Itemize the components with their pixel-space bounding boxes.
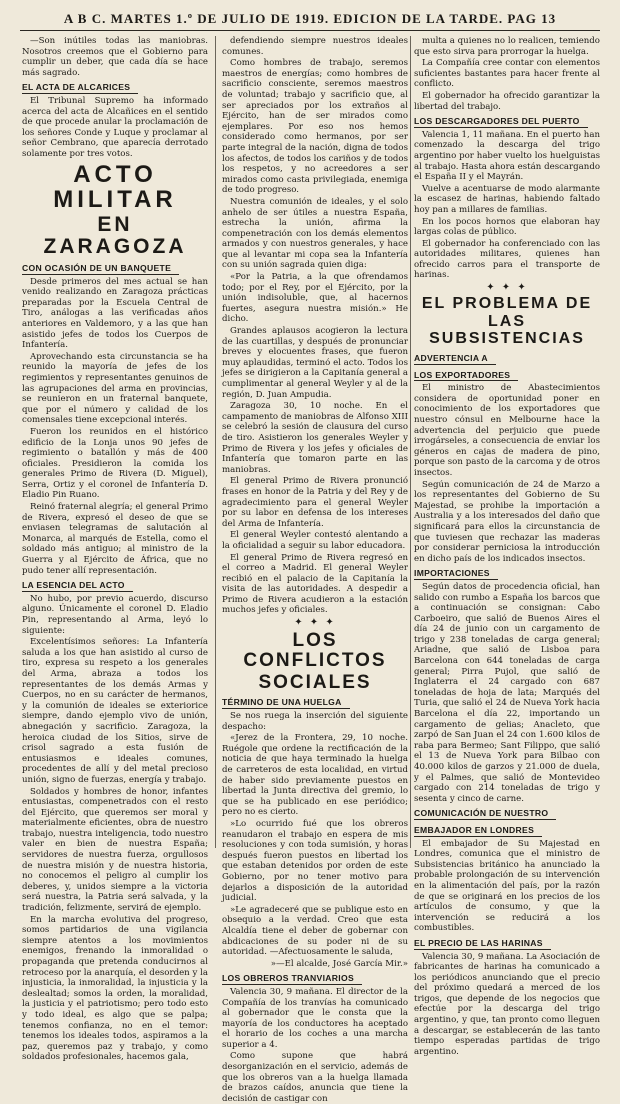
column-divider-1 xyxy=(215,36,216,848)
column-1 xyxy=(22,36,208,1063)
page-header: A B C. MARTES 1.º DE JULIO DE 1919. EDICION DE LA TARDE. PAG 13 xyxy=(20,8,600,31)
article-paragraph: El general Primo de Rivera regresó en el correo a Madrid. El general Weyler recibió en el palacio de la Capitanía la visita de las autoridades. A despedir a Primo de Rivera acudieron a la estación muchos jefes y oficiales. xyxy=(222,552,408,616)
ornament-divider-icon: ✦ ✦ ✦ xyxy=(486,282,528,294)
article-paragraph: defendiendo siempre nuestros ideales comunes. xyxy=(222,36,408,57)
article-paragraph: El embajador de Su Majestad en Londres, comunica que el ministro de Subsistencias británico ha anunciado la probable prolongación de su intervención en la alimentación del país, por la razón de que se originará en los precios de los artículos de consumo, y que la intervención se reducirá a los combustibles. xyxy=(414,838,600,934)
heading-comunicacion: COMUNICACIÓN DE NUESTRO xyxy=(414,808,556,820)
title-subsistencias: LAS SUBSISTENCIAS xyxy=(429,313,585,348)
article-paragraph: Soldados y hombres de honor, infantes entusiastas, compenetrados con el resto del Ejército, que queremos ser moral y materialmente eficientes, obra de nuestro trabajo, nuestra inteligencia, todo nuestro valer en bien de nuestra España; servidores de nuestra fuerza, orgullosos de nuestra misión y de nuestra historia, no conocemos el peligro al cumplir los deberes, y, unidos siempre a la victoria será nuestra, la Patria será salvada, y la tradición, felizmente, servirá de ejemplo. xyxy=(22,786,208,914)
title-el-problema: EL PROBLEMA DE xyxy=(421,294,593,312)
article-paragraph: Valencia 30, 9 mañana. La Asociación de fabricantes de harinas ha comunicado a los periódicos anunciando que el precio del próximo quedará a merced de los trigos, que depende de los negocios que efectúe por la descarga del trigo argentino, y que, tan pronto como lleguen a descargar, se establecerán de las tanto tiempo esperadas partidas de trigo argentino. xyxy=(414,951,600,1057)
article-paragraph: Valencia 1, 11 mañana. En el puerto han comenzado la descarga del trigo argentino por haber vuelto los huelguistas al trabajo. Hasta ahora están descargando el España II y el Mayrán. xyxy=(414,129,600,183)
heading-importaciones: IMPORTACIONES xyxy=(414,568,498,580)
article-paragraph: Aprovechando esta circunstancia se ha reunido la mayoría de jefes de los regimientos y representantes genuinos de las agrupaciones del arma en provincias, se reunieron en un fraternal banquete, que por el número y calidad de los comensales tiene excepcional interés. xyxy=(22,351,208,426)
column-3 xyxy=(414,36,600,1057)
heading-tranviarios: LOS OBREROS TRANVIARIOS xyxy=(222,973,362,985)
article-paragraph: Vuelve a acentuarse de modo alarmante la escasez de harinas, habiendo faltado hoy pan a millares de familias. xyxy=(414,183,600,215)
article-paragraph: En los pocos hornos que elaboran hay largas colas de público. xyxy=(414,216,600,238)
article-paragraph: El general Weyler contestó alentando a la oficialidad a seguir su labor educadora. xyxy=(222,530,408,551)
heading-termino-huelga: TÉRMINO DE UNA HUELGA xyxy=(222,697,350,709)
article-paragraph: El ministro de Abastecimientos considera de oportunidad poner en conocimiento de los exportadores que nuestro cónsul en Melbourne hace la advertencia del perjuicio que puede irrogárseles, a consecuencia de enviar los géneros en cajas de madera de pino, porque son pasto de la carcoma y de otros insectos. xyxy=(414,383,600,478)
article-paragraph: Valencia 30, 9 mañana. El director de la Compañía de los tranvías ha comunicado al gobernador que le consta que la mayoría de los conductores ha aceptado el horario de los coches a una marcha superior a 4. xyxy=(222,986,408,1050)
article-paragraph: Nuestra comunión de ideales, y el solo anhelo de ser útiles a nuestra España, estrecha la unión, afirma la compenetración con los demás elementos armados y con nuestros generales, y hace que al levantar mi copa sea la Infantería con su unión sagrada quien diga: xyxy=(222,196,408,271)
heading-precio-harinas: EL PRECIO DE LAS HARINAS xyxy=(414,938,551,950)
article-paragraph: En la marcha evolutiva del progreso, somos partidarios de una vigilancia siempre atentos a los movimientos enemigos, frenando la inmoralidad o propaganda que pretenda conducirnos al retroceso por la anarquía, el desorden y la injusticia, la inmoralidad, la injusticia y la deslealtad; somos la orden, la moralidad, la justicia y el patriotismo; pero todo esto y todo ideal, es algo que se palpa; tenemos confianza, no en el temor: tenemos los ideales todos, aspiramos a la paz, queremos paz y trabajo, y como soldados profesionales, hacemos gala, xyxy=(22,914,208,1063)
article-paragraph: Zaragoza 30, 10 noche. En el campamento de maniobras de Alfonso XIII se celebró la sesión de clausura del curso de tiro. Asistieron los generales Weyler y Primo de Rivera y los jefes y oficiales de Infantería que tomaron parte en las maniobras. xyxy=(222,401,408,475)
heading-embajador: EMBAJADOR EN LONDRES xyxy=(414,825,542,837)
article-paragraph: Se nos ruega la inserción del siguiente despacho: xyxy=(222,711,408,732)
ornament-divider-icon: ✦ ✦ ✦ xyxy=(294,617,336,629)
title-acto-militar: ACTO MILITAR xyxy=(53,160,177,213)
article-paragraph: Desde primeros del mes actual se han venido realizando en Zaragoza prácticas preparadas por la Escuela Central de Tiro, análogas a las verificadas años anteriores en Valdemoro, y a las que han asistido jefes de todos los Cuerpos de Infantería. xyxy=(22,276,208,351)
article-paragraph: El gobernador ha ofrecido garantizar la libertad del trabajo. xyxy=(414,90,600,112)
alcarices-paragraph: El Tribunal Supremo ha informado acerca del acta de Alcañices en el sentido de que procede anular la proclamación de los señores Conde y Luque y proclamar al señor Cembrano, que aparecía derrotado solamente por tres votos. xyxy=(22,95,208,159)
article-paragraph: La Compañía cree contar con elementos suficientes bastantes para hacer frente al conflicto. xyxy=(414,58,600,90)
title-en-zaragoza: EN ZARAGOZA xyxy=(43,212,187,258)
heading-advertencia: ADVERTENCIA A xyxy=(414,353,496,365)
article-paragraph: Reinó fraternal alegría; el general Primo de Rivera, expresó el deseo de que se enviasen telegramas de salutación al Monarca, al marqués de Estella, como el soldado más antiguo; al ministro de la Guerra y al Ejército de África, que no pudo tener allí representación. xyxy=(22,502,208,576)
article-paragraph: Según comunicación de 24 de Marzo a los representantes del Gobierno de Su Majestad, se prohibe la importación a Australia y a los interesados del daño que significará para ellos la circunstancia de que tuviesen que rechazar las maderas por considerar perniciosa la introducción en dicho país de los indicados insectos. xyxy=(414,479,600,564)
article-paragraph: El general Primo de Rivera pronunció frases en honor de la Patria y del Rey y de agradecimiento para el general Weyler por su labor en defensa de los intereses del Arma de Infantería. xyxy=(222,476,408,529)
heading-banquete: CON OCASIÓN DE UN BANQUETE xyxy=(22,263,179,275)
title-los-conflictos: LOS CONFLICTOS xyxy=(243,629,387,671)
article-paragraph: Según datos de procedencia oficial, han salido con rumbo a España los barcos que a continuación se consignan: Cabo Carboeiro, que salió de Buenos Aires el día 24 de junio con un cargamento de trigo y 238 toneladas de carga general; Ariadne, que salió de Lisboa para Barcelona con 644 toneladas de carga general; Pirra Pujol, que salió de Inglaterra el 24 cargado con 687 toneladas de hoja de lata; Marqués del Turia, que salió el 24 de Nueva York hacia Barcelona el día 22, importando un cargamento de gelias; Anacleto, que zarpó de San Juan el 24 con 1.600 kilos de raba para Bermeo; Sant Filippo, que salió el 13 de Nueva York para Bilbao con 40.000 kilos de garzos y 21.000 de duela, y el Palmes, que salió de Montevideo cargado con 214 toneladas de trigo y sesenta y cinco de carne. xyxy=(414,581,600,804)
article-paragraph: «Por la Patria, a la que ofrendamos todo; por el Rey, por el Ejército, por la unión indisoluble, que, al hacernos fuertes, asegura nuestra misión.» He dicho. xyxy=(222,272,408,325)
article-paragraph: Como hombres de trabajo, seremos maestros de energías; como hombres de sacrificio consciente, seremos maestros de voluntad; trabajo y sacrificio que, al ser apreciados por los extraños al Ejército, han de ser mirados como ejemplares. Por eso nos hemos considerado como hermanos, por ser parte integral de la nación, digna de todos los afectos, de todos los cariños y de todos los respetos, y no acreedores a ser mirados como casta privilegiada, enemiga de todo progreso. xyxy=(222,58,408,196)
column-2 xyxy=(222,36,408,1104)
column-divider-2 xyxy=(410,36,411,848)
signature-line: »—El alcalde, José García Mir.» xyxy=(270,958,408,969)
article-paragraph: »Le agradeceré que se publique esto en obsequio a la verdad. Creo que esta Alcaldía tiene el deber de gobernar con abdicaciones de su poder ni de su autoridad. —Afectuosamente le saluda, xyxy=(222,904,408,958)
article-paragraph: Fueron los reunidos en el histórico edificio de la Lonja unos 90 jefes de regimiento o batallón y más de 400 oficiales. Presidieron la comida los generales Primo de Rivera (D. Miguel), Serra, Ortiz y el coronel de Infantería D. Eladio Pin Ruano. xyxy=(22,426,208,501)
heading-exportadores: LOS EXPORTADORES xyxy=(414,370,518,382)
article-paragraph: Excelentísimos señores: La Infantería saluda a los que han asistido al curso de tiro, expresa su respeto a los generales del Arma, abraza a todos los representantes de los demás Armas y Cuerpos, no en su carácter de hermanos, y la comunión de ideales se exteriorice siempre, dando ejemplo vivo de unión, abnegación y sacrificio. Zaragoza, la heroica ciudad de los Sitios, sirve de crisol sagrado a esta fusión de entusiasmos e ideales comunes, procedentes de allí y del metal precioso unión, signo de fuerzas, energía y trabajo. xyxy=(22,637,208,785)
heading-esencia: LA ESENCIA DEL ACTO xyxy=(22,580,133,592)
heading-descargadores: LOS DESCARGADORES DEL PUERTO xyxy=(414,116,588,128)
heading-acta-alcarices: EL ACTA DE ALCARICES xyxy=(22,82,138,94)
article-paragraph: Grandes aplausos acogieron la lectura de las cuartillas, y después de pronunciar breves y elocuentes frases, que fueron muy aplaudidas, terminó el acto. Todos los jefes se dirigieron a la Capitanía general a cumplimentar al general Weyler y al de la región, D. Juan Ampudia. xyxy=(222,326,408,400)
article-paragraph: Como supone que habrá desorganización en el servicio, además de que los obreros van a la huelga llamada de brazos caídos, anuncia que tiene la decisión de castigar con xyxy=(222,1051,408,1104)
article-paragraph: multa a quienes no lo realicen, temiendo que esto sirva para prorrogar la huelga. xyxy=(414,36,600,57)
article-paragraph: «Jerez de la Frontera, 29, 10 noche. Ruégole que ordene la rectificación de la noticia de que haya terminado la huelga de carreteros de esta localidad, en virtud de haber sido previamente puestos en libertad la Junta directiva del gremio, lo que se ha publicado en ese periódico; pero no es cierto. xyxy=(222,733,408,818)
article-paragraph: El gobernador ha conferenciado con las autoridades militares, quienes han ofrecido carros para el transporte de harinas. xyxy=(414,238,600,281)
article-paragraph: »Lo ocurrido fué que los obreros reanudaron el trabajo en espera de mis resoluciones y con toda sumisión, y horas después fueron puestos en libertad los que estaban detenidos por orden de este Gobierno, por no tener motivo para dejarlos a disposición de la autoridad judicial. xyxy=(222,819,408,904)
title-sociales: SOCIALES xyxy=(258,671,372,693)
intro-paragraph: —Son inútiles todas las maniobras. Nosotros creemos que el Gobierno para cumplir un deber, que cada día se hace más sagrado. xyxy=(22,36,208,78)
article-paragraph: No hubo, por previo acuerdo, discurso alguno. Únicamente el coronel D. Eladio Pin, representando al Arma, leyó lo siguiente: xyxy=(22,593,208,636)
